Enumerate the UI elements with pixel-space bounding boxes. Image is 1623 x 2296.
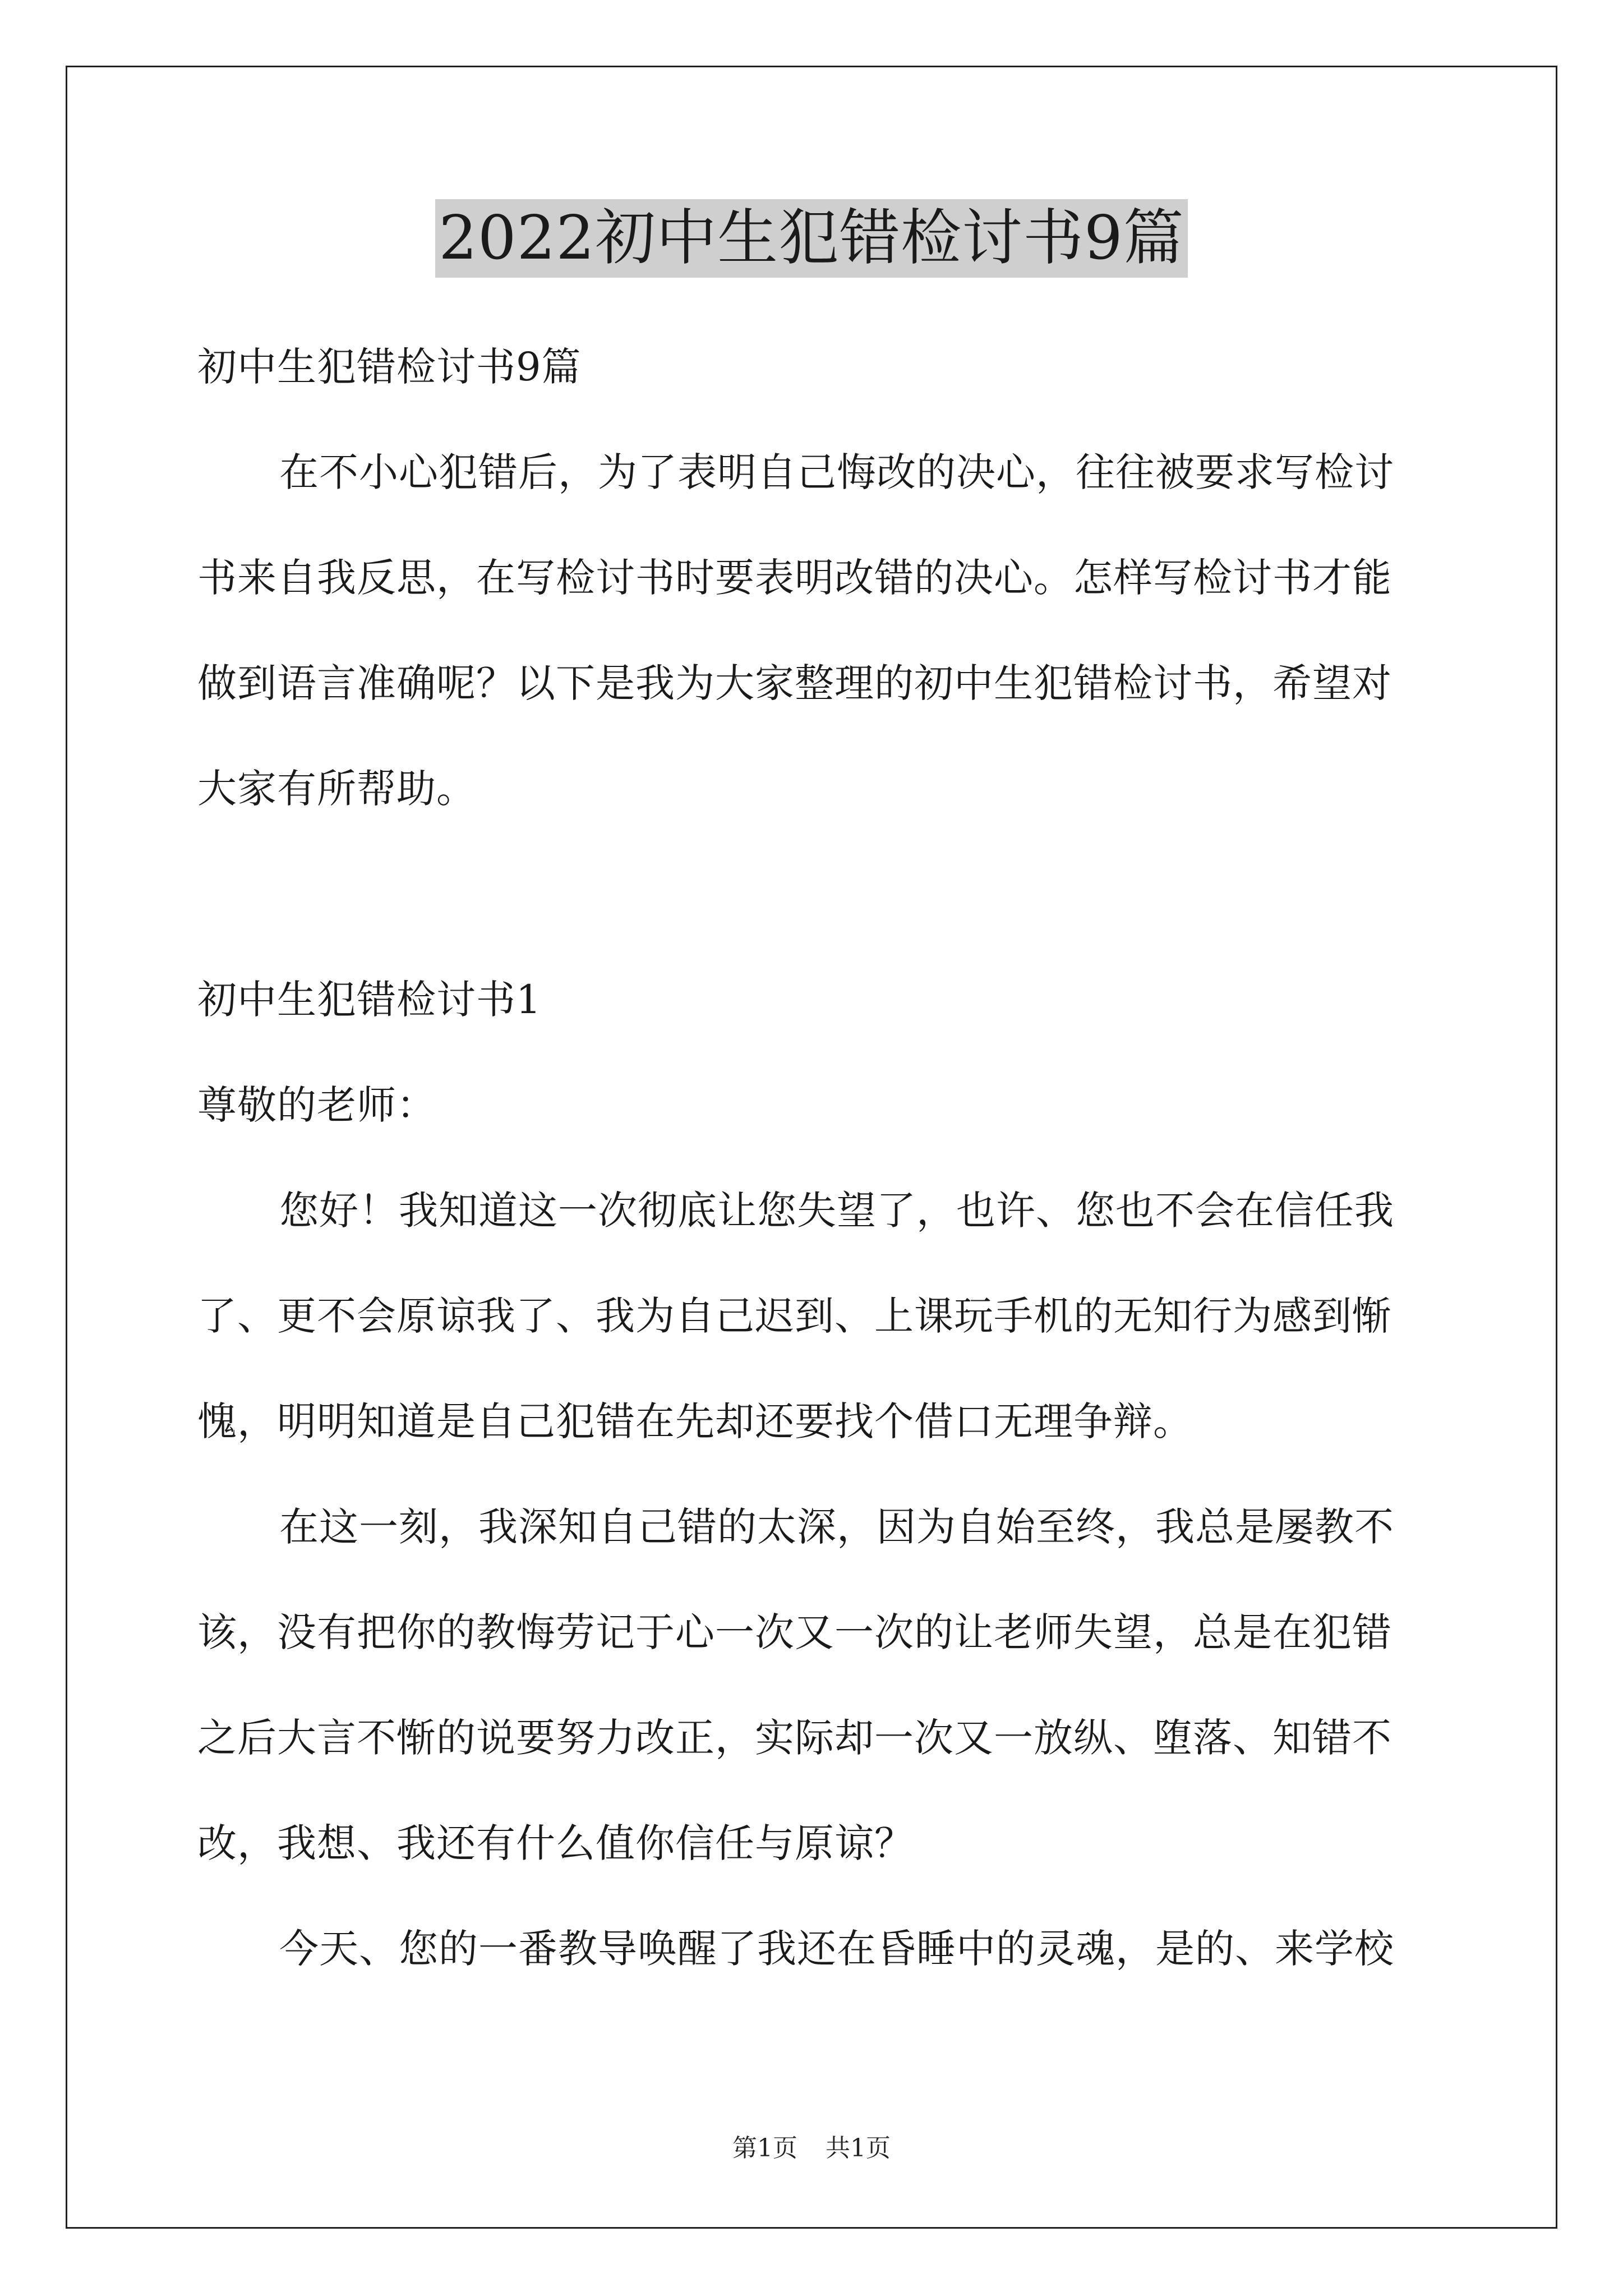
intro-line: 大家有所帮助。 [197,766,476,812]
paragraph3-line: 今天、您的一番教导唤醒了我还在昏睡中的灵魂，是的、来学校 [279,1926,1394,1972]
paragraph1-line: 愧，明明知道是自己犯错在先却还要找个借口无理争辩。 [197,1398,1193,1444]
title-container [0,199,1623,278]
document-title: 2022初中生犯错检讨书9篇 [435,199,1188,278]
page-number-current: 第1页 [732,2134,797,2162]
salutation: 尊敬的老师： [197,1082,436,1128]
paragraph2-line: 该，没有把你的教悔劳记于心一次又一次的让老师失望，总是在犯错 [197,1609,1392,1655]
page-footer [0,2132,1623,2165]
section-gap [197,841,1431,947]
section-heading: 初中生犯错检讨书1 [197,977,542,1023]
document-body [197,314,1431,2001]
paragraph2-line: 之后大言不惭的说要努力改正，实际却一次又一放纵、堕落、知错不 [197,1715,1392,1761]
intro-line: 做到语言准确呢？以下是我为大家整理的初中生犯错检讨书，希望对 [197,660,1392,706]
document-subtitle: 初中生犯错检讨书9篇 [197,344,582,390]
paragraph1-line: 了、更不会原谅我了、我为自己迟到、上课玩手机的无知行为感到惭 [197,1293,1392,1339]
intro-line: 在不小心犯错后，为了表明自己悔改的决心，往往被要求写检讨 [279,449,1394,495]
paragraph2-line: 改，我想、我还有什么值你信任与原谅？ [197,1820,914,1866]
page-number-total: 共1页 [826,2134,891,2162]
paragraph2-line: 在这一刻，我深知自己错的太深，因为自始至终，我总是屡教不 [279,1504,1394,1550]
intro-line: 书来自我反思，在写检讨书时要表明改错的决心。怎样写检讨书才能 [197,555,1392,601]
paragraph1-line: 您好！我知道这一次彻底让您失望了，也许、您也不会在信任我 [279,1188,1394,1234]
